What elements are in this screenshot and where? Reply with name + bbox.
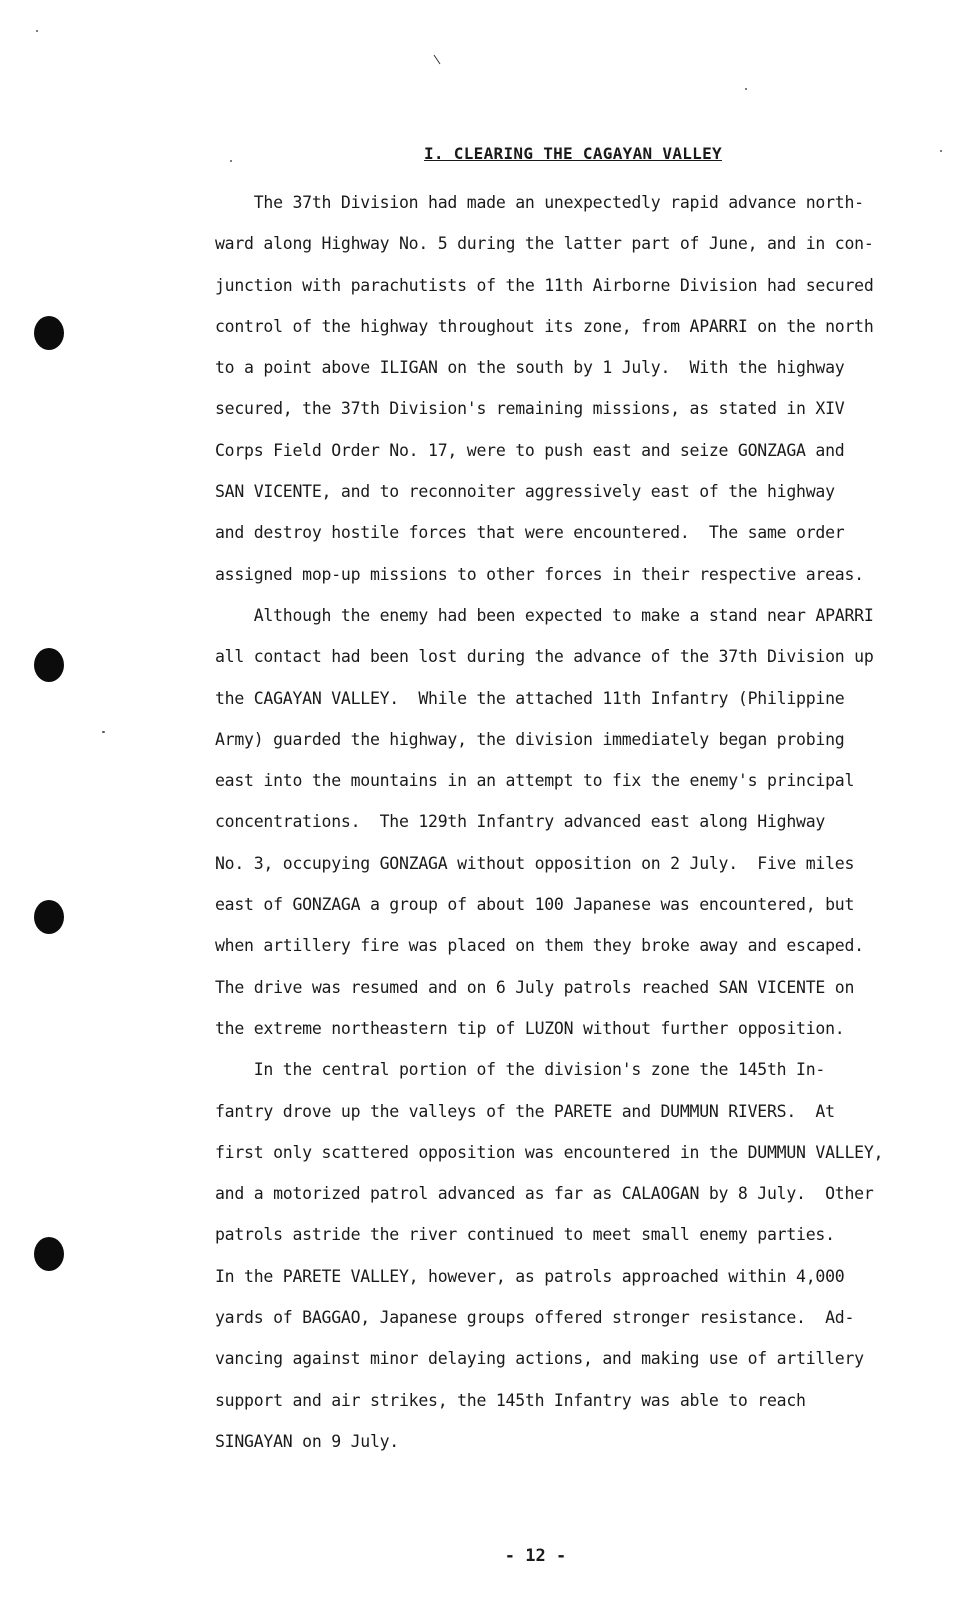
text-line: Army) guarded the highway, the division immediately began probing (215, 729, 845, 749)
text-line: support and air strikes, the 145th Infantry was able to reach (215, 1390, 806, 1410)
text-line: concentrations. The 129th Infantry advanced east along Highway (215, 812, 826, 832)
text-line: In the PARETE VALLEY, however, as patrols approached within 4,000 (215, 1266, 845, 1286)
text-line: yards of BAGGAO, Japanese groups offered stronger resistance. Ad- (215, 1308, 855, 1328)
text-line: secured, the 37th Division's remaining missions, as stated in XIV (215, 399, 845, 419)
text-line: Corps Field Order No. 17, were to push east and seize GONZAGA and (215, 440, 845, 460)
text-line: fantry drove up the valleys of the PARETE and DUMMUN RIVERS. At (215, 1101, 835, 1121)
punch-hole (34, 1237, 64, 1271)
text-line: when artillery fire was placed on them they broke away and escaped. (215, 936, 864, 956)
text-line: first only scattered opposition was encountered in the DUMMUN VALLEY, (215, 1142, 884, 1162)
text-line: all contact had been lost during the advance of the 37th Division up (215, 647, 874, 667)
scan-speck (36, 30, 38, 32)
body-text (215, 182, 915, 1462)
text-line: the CAGAYAN VALLEY. While the attached 11th Infantry (Philippine (215, 688, 845, 708)
text-line: SINGAYAN on 9 July. (215, 1431, 399, 1451)
text-line: In the central portion of the division's zone the 145th In- (215, 1060, 826, 1080)
text-line: patrols astride the river continued to meet small enemy parties. (215, 1225, 835, 1245)
text-line: east into the mountains in an attempt to fix the enemy's principal (215, 771, 855, 791)
pen-mark (433, 54, 443, 66)
scan-speck (745, 88, 747, 90)
text-line: The 37th Division had made an unexpectedly rapid advance north- (215, 193, 864, 212)
punch-hole (34, 316, 64, 350)
page-number: - 12 - (504, 1546, 567, 1566)
text-line: SAN VICENTE, and to reconnoiter aggressively east of the highway (215, 482, 835, 502)
punch-hole (34, 900, 64, 934)
text-line: the extreme northeastern tip of LUZON without further opposition. (215, 1018, 845, 1038)
punch-hole (34, 648, 64, 682)
text-line: control of the highway throughout its zone, from APARRI on the north (215, 316, 874, 336)
text-line: and a motorized patrol advanced as far as CALAOGAN by 8 July. Other (215, 1184, 874, 1204)
text-line: Although the enemy had been expected to make a stand near APARRI (215, 605, 874, 625)
scan-speck (102, 731, 105, 733)
text-line: junction with parachutists of the 11th Airborne Division had secured (215, 275, 874, 295)
text-line: and destroy hostile forces that were encountered. The same order (215, 523, 845, 543)
text-line: ward along Highway No. 5 during the latter part of June, and in con- (215, 234, 874, 254)
text-line: assigned mop-up missions to other forces in their respective areas. (215, 564, 864, 584)
text-line: to a point above ILIGAN on the south by 1 July. With the highway (215, 358, 845, 378)
section-heading: I. CLEARING THE CAGAYAN VALLEY (424, 144, 722, 163)
text-line: vancing against minor delaying actions, and making use of artillery (215, 1349, 864, 1369)
text-line: No. 3, occupying GONZAGA without opposition on 2 July. Five miles (215, 853, 855, 873)
text-line: The drive was resumed and on 6 July patrols reached SAN VICENTE on (215, 977, 855, 997)
text-line: east of GONZAGA a group of about 100 Japanese was encountered, but (215, 895, 855, 915)
